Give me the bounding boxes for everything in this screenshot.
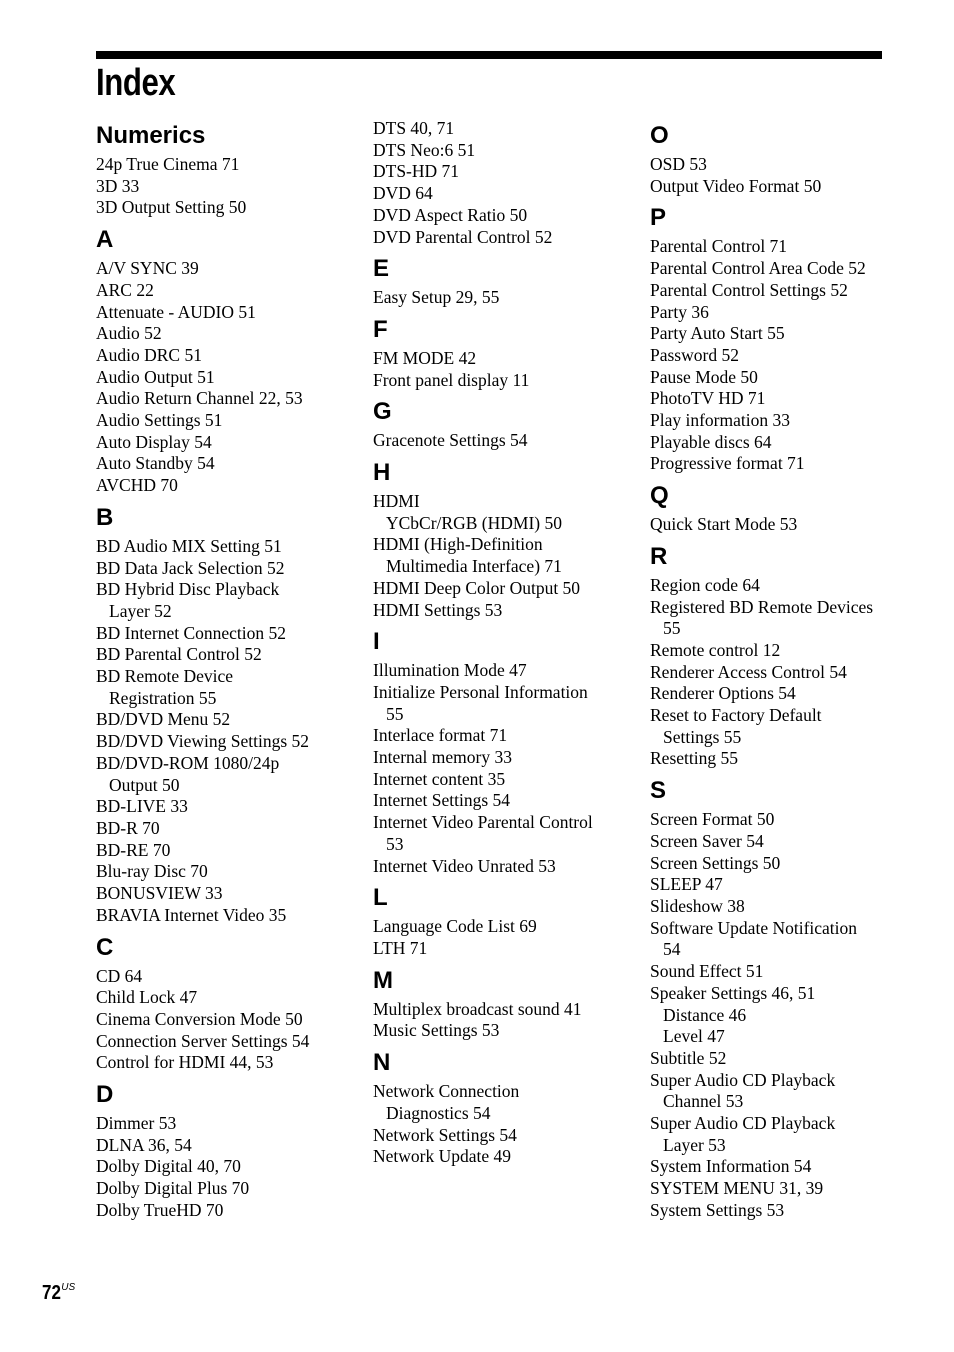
index-subentry: Channel 53 bbox=[663, 1091, 744, 1112]
index-entry: Internet content 35 bbox=[373, 768, 506, 789]
index-entry: SYSTEM MENU 31, 39 bbox=[650, 1178, 824, 1199]
index-subentry: Output 50 bbox=[109, 774, 180, 795]
index-section bbox=[96, 500, 366, 927]
index-entry: FM MODE 42 bbox=[373, 347, 477, 368]
index-entry: HDMI (High-Definition bbox=[373, 534, 543, 555]
index-entry: Password 52 bbox=[650, 344, 739, 365]
index-entry: Screen Settings 50 bbox=[650, 852, 781, 873]
index-section bbox=[96, 1077, 366, 1222]
index-section bbox=[650, 118, 890, 197]
index-entry: System Settings 53 bbox=[650, 1199, 785, 1220]
section-heading: H bbox=[373, 459, 391, 487]
index-entry: BD-R 70 bbox=[96, 817, 160, 838]
index-section bbox=[373, 118, 643, 248]
section-heading: E bbox=[373, 255, 390, 283]
index-entry: OSD 53 bbox=[650, 154, 707, 174]
index-section bbox=[373, 880, 643, 959]
index-entry: Network Settings 54 bbox=[373, 1124, 517, 1145]
index-entry: LTH 71 bbox=[373, 937, 428, 958]
index-entry: PhotoTV HD 71 bbox=[650, 388, 766, 409]
index-subentry: Level 47 bbox=[663, 1026, 725, 1047]
index-entry: Front panel display 11 bbox=[373, 369, 530, 390]
index-column-2 bbox=[373, 118, 643, 1171]
index-column-1 bbox=[96, 118, 366, 1225]
section-heading: Q bbox=[650, 482, 669, 510]
index-section bbox=[373, 312, 643, 391]
index-entry: DTS-HD 71 bbox=[373, 161, 460, 182]
index-subentry: 55 bbox=[386, 703, 404, 724]
index-entry: Easy Setup 29, 55 bbox=[373, 287, 500, 308]
index-entry: Dimmer 53 bbox=[96, 1113, 177, 1134]
index-entry: Renderer Options 54 bbox=[650, 683, 796, 704]
page-number-value: 72 bbox=[42, 1282, 61, 1304]
section-heading: D bbox=[96, 1081, 114, 1109]
index-section bbox=[650, 773, 890, 1221]
index-entry: Screen Saver 54 bbox=[650, 830, 764, 851]
index-entry: Internet Video Unrated 53 bbox=[373, 855, 556, 876]
section-heading: R bbox=[650, 542, 668, 570]
index-entry: Audio Return Channel 22, 53 bbox=[96, 388, 303, 409]
index-entry: Internet Settings 54 bbox=[373, 790, 511, 811]
index-entry: BONUSVIEW 33 bbox=[96, 883, 223, 904]
page-number-suffix: US bbox=[61, 1282, 76, 1293]
index-section bbox=[373, 251, 643, 309]
index-entry: Resetting 55 bbox=[650, 748, 738, 769]
index-section bbox=[96, 222, 366, 497]
index-entry: Progressive format 71 bbox=[650, 453, 805, 474]
index-entry: Internet Video Parental Control bbox=[373, 812, 593, 833]
index-entry: HDMI Settings 53 bbox=[373, 599, 503, 620]
section-heading: L bbox=[373, 884, 388, 912]
section-heading: B bbox=[96, 503, 114, 531]
section-heading: S bbox=[650, 777, 667, 805]
index-entry: Quick Start Mode 53 bbox=[650, 514, 798, 535]
index-entry: Remote control 12 bbox=[650, 639, 781, 660]
index-entry: ARC 22 bbox=[96, 279, 154, 300]
index-entry: HDMI bbox=[373, 491, 420, 512]
index-entry: Parental Control 71 bbox=[650, 236, 788, 257]
index-entry: Renderer Access Control 54 bbox=[650, 661, 847, 682]
page-number bbox=[42, 1282, 78, 1305]
index-entry: CD 64 bbox=[96, 965, 143, 986]
index-entry: Audio DRC 51 bbox=[96, 344, 202, 365]
index-entry: Output Video Format 50 bbox=[650, 175, 822, 196]
index-entry: 24p True Cinema 71 bbox=[96, 154, 240, 174]
index-entry: Party Auto Start 55 bbox=[650, 323, 785, 344]
index-entry: BD/DVD-ROM 1080/24p bbox=[96, 752, 280, 773]
index-entry: BD Internet Connection 52 bbox=[96, 622, 287, 643]
index-entry: Child Lock 47 bbox=[96, 987, 198, 1008]
section-heading: P bbox=[650, 204, 667, 232]
index-subentry: Settings 55 bbox=[663, 726, 742, 747]
index-entry: BRAVIA Internet Video 35 bbox=[96, 904, 287, 925]
index-entry: Registered BD Remote Devices bbox=[650, 596, 874, 617]
index-entry: Parental Control Area Code 52 bbox=[650, 258, 866, 279]
index-entry: Region code 64 bbox=[650, 574, 760, 595]
index-entry: Connection Server Settings 54 bbox=[96, 1030, 310, 1051]
index-entry: Internal memory 33 bbox=[373, 747, 512, 768]
index-entry: Interlace format 71 bbox=[373, 725, 508, 746]
index-entry: Network Update 49 bbox=[373, 1146, 512, 1167]
index-entry: Audio Output 51 bbox=[96, 366, 215, 387]
index-entry: Pause Mode 50 bbox=[650, 366, 758, 387]
index-entry: Screen Format 50 bbox=[650, 809, 775, 830]
index-entry: Slideshow 38 bbox=[650, 895, 745, 916]
index-entry: Cinema Conversion Mode 50 bbox=[96, 1008, 303, 1029]
index-entry: BD/DVD Viewing Settings 52 bbox=[96, 731, 310, 752]
index-column-3 bbox=[650, 118, 890, 1225]
page-title: Index bbox=[96, 62, 176, 104]
index-entry: BD-RE 70 bbox=[96, 839, 171, 860]
index-entry: BD Hybrid Disc Playback bbox=[96, 579, 280, 600]
index-entry: DLNA 36, 54 bbox=[96, 1134, 192, 1155]
index-entry: Party 36 bbox=[650, 301, 709, 322]
index-entry: Reset to Factory Default bbox=[650, 705, 822, 726]
index-subentry: 54 bbox=[663, 939, 681, 960]
index-entry: Control for HDMI 44, 53 bbox=[96, 1052, 274, 1073]
index-entry: A/V SYNC 39 bbox=[96, 258, 199, 279]
section-heading: C bbox=[96, 933, 114, 961]
index-section bbox=[96, 118, 366, 219]
index-entry: DVD Parental Control 52 bbox=[373, 226, 553, 247]
index-entry: Super Audio CD Playback bbox=[650, 1113, 836, 1134]
index-entry: Multiplex broadcast sound 41 bbox=[373, 998, 582, 1019]
index-entry: Playable discs 64 bbox=[650, 431, 772, 452]
index-entry: Subtitle 52 bbox=[650, 1047, 727, 1068]
index-entry: Dolby TrueHD 70 bbox=[96, 1199, 224, 1220]
index-entry: BD Data Jack Selection 52 bbox=[96, 557, 285, 578]
section-heading: G bbox=[373, 398, 392, 426]
index-entry: DTS Neo:6 51 bbox=[373, 139, 476, 160]
index-entry: Play information 33 bbox=[650, 410, 790, 431]
top-rule bbox=[96, 51, 882, 59]
index-entry: Gracenote Settings 54 bbox=[373, 430, 528, 451]
index-subentry: 55 bbox=[663, 618, 681, 639]
index-subentry: YCbCr/RGB (HDMI) 50 bbox=[386, 512, 562, 533]
section-heading: Numerics bbox=[96, 122, 206, 149]
index-entry: 3D 33 bbox=[96, 175, 140, 196]
index-entry: BD Remote Device bbox=[96, 666, 234, 687]
index-subentry: Multimedia Interface) 71 bbox=[386, 556, 562, 577]
index-section bbox=[650, 200, 890, 475]
index-subentry: 53 bbox=[386, 833, 404, 854]
index-entry: BD/DVD Menu 52 bbox=[96, 709, 231, 730]
index-entry: Auto Standby 54 bbox=[96, 453, 215, 474]
index-section bbox=[650, 539, 890, 770]
index-entry: Software Update Notification bbox=[650, 917, 858, 938]
index-entry: BD Audio MIX Setting 51 bbox=[96, 535, 282, 556]
index-entry: Audio 52 bbox=[96, 323, 162, 344]
section-heading: O bbox=[650, 122, 669, 149]
index-subentry: Diagnostics 54 bbox=[386, 1102, 491, 1123]
section-heading: N bbox=[373, 1049, 391, 1077]
index-section bbox=[373, 624, 643, 877]
index-section bbox=[373, 1045, 643, 1168]
index-entry: Super Audio CD Playback bbox=[650, 1069, 836, 1090]
index-entry: Dolby Digital Plus 70 bbox=[96, 1178, 250, 1199]
index-section bbox=[373, 455, 643, 621]
index-entry: BD-LIVE 33 bbox=[96, 796, 188, 817]
index-entry: Illumination Mode 47 bbox=[373, 660, 527, 681]
index-entry: Parental Control Settings 52 bbox=[650, 279, 848, 300]
index-subentry: Layer 52 bbox=[109, 600, 172, 621]
index-entry: Speaker Settings 46, 51 bbox=[650, 982, 816, 1003]
index-section bbox=[96, 930, 366, 1075]
section-heading: I bbox=[373, 628, 380, 656]
index-subentry: Layer 53 bbox=[663, 1134, 726, 1155]
section-heading: M bbox=[373, 966, 393, 994]
index-entry: DVD Aspect Ratio 50 bbox=[373, 204, 528, 225]
index-entry: Initialize Personal Information bbox=[373, 681, 588, 702]
index-section bbox=[373, 963, 643, 1042]
index-subentry: Registration 55 bbox=[109, 687, 217, 708]
index-entry: Attenuate - AUDIO 51 bbox=[96, 301, 256, 322]
index-section bbox=[650, 478, 890, 536]
index-entry: AVCHD 70 bbox=[96, 475, 178, 496]
index-entry: Blu-ray Disc 70 bbox=[96, 861, 208, 882]
index-entry: Music Settings 53 bbox=[373, 1020, 500, 1041]
section-heading: A bbox=[96, 226, 114, 254]
index-entry: HDMI Deep Color Output 50 bbox=[373, 577, 581, 598]
index-entry: 3D Output Setting 50 bbox=[96, 197, 247, 218]
index-entry: BD Parental Control 52 bbox=[96, 644, 262, 665]
index-section bbox=[373, 394, 643, 452]
index-entry: SLEEP 47 bbox=[650, 874, 723, 895]
index-entry: DVD 64 bbox=[373, 183, 433, 204]
index-entry: Sound Effect 51 bbox=[650, 961, 764, 982]
section-heading: F bbox=[373, 315, 388, 343]
index-entry: Dolby Digital 40, 70 bbox=[96, 1156, 241, 1177]
index-entry: DTS 40, 71 bbox=[373, 118, 455, 138]
index-entry: System Information 54 bbox=[650, 1156, 812, 1177]
index-entry: Audio Settings 51 bbox=[96, 410, 223, 431]
index-subentry: Distance 46 bbox=[663, 1004, 747, 1025]
index-entry: Auto Display 54 bbox=[96, 431, 212, 452]
index-entry: Network Connection bbox=[373, 1081, 520, 1102]
index-entry: Language Code List 69 bbox=[373, 916, 537, 937]
